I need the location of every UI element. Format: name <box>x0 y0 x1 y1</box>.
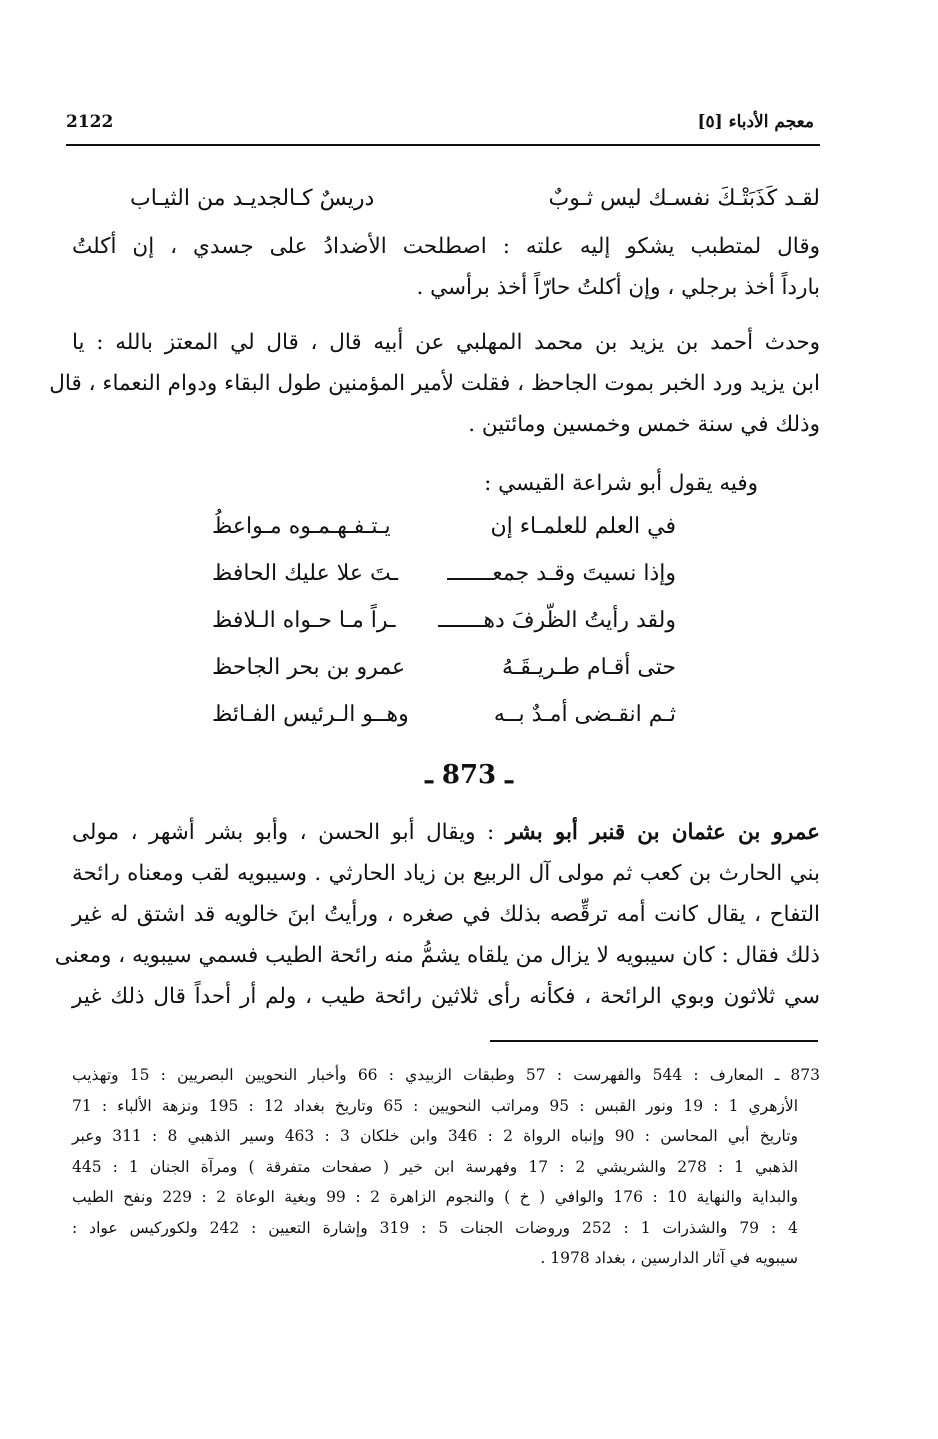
header-divider <box>66 144 820 146</box>
poem-intro: وفيه يقول أبو شراعة القيسي : <box>484 471 758 496</box>
footnote-line: 873 ـ المعارف : 544 والفهرست : 57 وطبقات الزبيدي : 66 وأخبار النحويين البصريين : 15 وتهذيب <box>72 1066 820 1084</box>
top-verse <box>120 182 820 216</box>
footnotes <box>72 1060 820 1274</box>
entry-name: عمرو بن عثمان بن قنبر أبو بشر <box>505 820 820 845</box>
poem-couplet <box>200 651 676 685</box>
poem-hemistich-first: حتى أقـام طـريـقَـهُ <box>502 655 676 680</box>
poem-couplet <box>200 698 676 732</box>
poem-hemistich-second: ـراً مـا حـواه الـلافظ <box>212 608 396 633</box>
poem-hemistich-second: عمرو بن بحر الجاحظ <box>212 655 406 680</box>
poem-hemistich-first: ثـم انقـضى أمـدٌ بــه <box>493 702 676 727</box>
running-header-title: معجم الأدباء [٥] <box>697 112 814 132</box>
paragraph-line: بارداً أخذ برجلي ، وإن أكلتُ حارّاً أخذ برأسي . <box>416 275 820 300</box>
poem-hemistich-second: ـتَ علا عليك الحافظ <box>212 561 398 586</box>
poem-couplet <box>200 557 676 591</box>
entry-line: التفاح ، يقال كانت أمه ترقِّصه بذلك في صغره ، ورأيتُ ابنَ خالويه قد اشتق له غير <box>72 902 820 927</box>
paragraph-line: ابن يزيد ورد الخبر بموت الجاحظ ، فقلت لأمير المؤمنين طول البقاء ودوام النعماء ، قال <box>49 371 820 396</box>
entry-line: بني الحارث بن كعب ثم مولى آل الربيع بن زياد الحارثي . وسيبويه لقب ومعناه رائحة <box>72 861 820 886</box>
poem-hemistich-first: في العلم للعلمـاء إن <box>490 514 676 539</box>
poem-couplet <box>200 604 676 638</box>
poem-hemistich-first: وإذا نسيتَ وقـد جمعـــــــ <box>447 561 676 586</box>
footnote-line: والبداية والنهاية 10 : 176 والوافي ( خ ) والنجوم الزاهرة 2 : 99 وبغية الوعاة 2 : 229 ونفح الطيب <box>72 1188 799 1206</box>
paragraph-patient <box>72 226 820 308</box>
footnote-line: الذهبي 1 : 278 والشريشي 2 : 17 وفهرسة ابن خير ( صفحات متفرقة ) ومرآة الجنان 1 : 445 <box>72 1157 799 1176</box>
verse-hemistich-first: لقـد كَذَبَتْـكَ نفسـك ليس ثـوبٌ <box>548 186 820 211</box>
entry-line: سي ثلاثون وبوي الرائحة ، فكأنه رأى ثلاثين رائحة طيب ، ولم أر أحداً قال ذلك غير <box>72 984 820 1009</box>
footnote-line: سيبويه في آثار الدارسين ، بغداد 1978 . <box>540 1249 798 1267</box>
page-number: 2122 <box>66 112 114 132</box>
poem-hemistich-second: يـتـفـهـمـوه مـواعظُ <box>212 514 391 539</box>
footnote-divider <box>490 1040 818 1042</box>
entry-number: ـ 873 ـ <box>425 760 513 790</box>
entry-first-line: عمرو بن عثمان بن قنبر أبو بشر : ويقال أبو الحسن ، وأبو بشر أشهر ، مولى <box>72 820 820 845</box>
poem-couplet <box>200 510 676 544</box>
entry-line: ذلك فقال : كان سيبويه لا يزال من يلقاه يشمُّ منه رائحة الطيب فسمي سيبويه ، ومعنى <box>54 943 820 968</box>
poem-hemistich-first: ولقد رأيتُ الظّرفَ دهـــــــ <box>438 608 676 633</box>
paragraph-line: وذلك في سنة خمس وخمسين ومائتين . <box>468 412 820 437</box>
paragraph-jahiz-death <box>49 322 820 445</box>
footnote-line: وتاريخ أبي المحاسن : 90 وإنباه الرواة 2 : 346 وابن خلكان 3 : 463 وسير الذهبي 8 : 311 وعبر <box>72 1127 799 1145</box>
verse-hemistich-second: دريسٌ كـالجديـد من الثيـاب <box>130 186 375 211</box>
paragraph-line: وقال لمتطبب يشكو إليه علته : اصطلحت الأضدادُ على جسدي ، إن أكلتُ <box>72 234 820 259</box>
poem-hemistich-second: وهــو الـرئيس الفـائظ <box>212 702 409 727</box>
entry-body <box>54 812 820 1017</box>
footnote-line: الأزهري 1 : 19 ونور القبس : 95 ومراتب النحويين : 65 وتاريخ بغداد 12 : 195 ونزهة الألباء : 71 <box>72 1096 799 1115</box>
footnote-line: 4 : 79 والشذرات 1 : 252 وروضات الجنات 5 : 319 وإشارة التعيين : 242 ولكوركيس عواد : <box>72 1218 799 1237</box>
paragraph-line: وحدث أحمد بن يزيد بن محمد المهلبي عن أبيه قال ، قال لي المعتز بالله : يا <box>72 330 820 355</box>
